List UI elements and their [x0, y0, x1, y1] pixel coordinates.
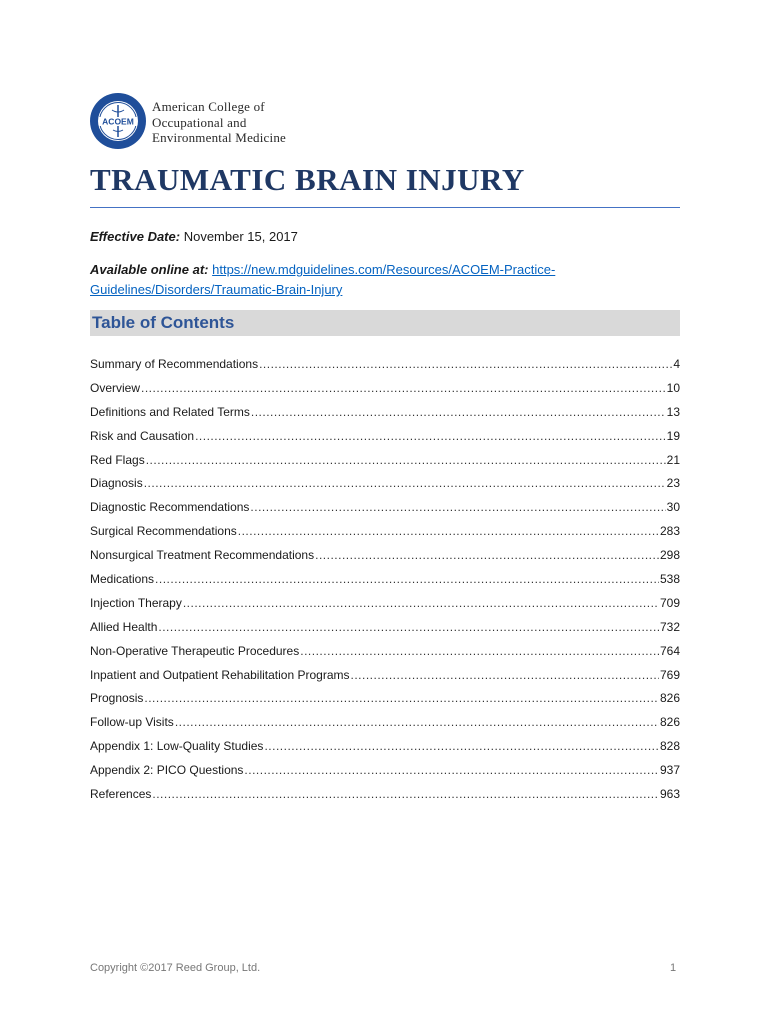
table-of-contents [90, 357, 680, 811]
toc-entry-title: Summary of Recommendations [90, 357, 259, 371]
toc-entry-title: Diagnostic Recommendations [90, 500, 250, 515]
toc-entry[interactable] [90, 548, 680, 572]
toc-entry[interactable] [90, 787, 680, 811]
toc-entry-title: Injection Therapy [90, 595, 182, 610]
toc-entry[interactable] [90, 453, 680, 477]
toc-entry-page: 23 [666, 476, 680, 491]
toc-dot-leader [315, 548, 659, 562]
org-line-3: Environmental Medicine [152, 130, 287, 145]
toc-entry[interactable] [90, 739, 680, 763]
toc-entry-page: 19 [666, 428, 680, 443]
toc-entry-page: 10 [666, 380, 680, 395]
document-title: TRAUMATIC BRAIN INJURY [90, 162, 525, 197]
toc-dot-leader [155, 572, 659, 586]
toc-dot-leader [351, 668, 659, 682]
toc-entry-title: Overview [90, 380, 141, 395]
org-line-2: Occupational and [152, 114, 247, 130]
effective-date [90, 229, 298, 244]
toc-dot-leader [144, 476, 666, 490]
toc-dot-leader [238, 524, 659, 538]
toc-entry-title: Risk and Causation [90, 428, 195, 443]
toc-dot-leader [175, 715, 659, 729]
toc-entry-title: Allied Health [90, 619, 158, 634]
toc-dot-leader [183, 596, 659, 610]
toc-dot-leader [250, 500, 665, 514]
url-line-1: https://new.mdguidelines.com/Resources/ACOEM-Practice- [212, 262, 556, 277]
toc-entry-page: 13 [666, 404, 680, 419]
toc-entry-page: 764 [659, 643, 680, 658]
toc-entry[interactable] [90, 357, 680, 381]
copyright-footer: Copyright ©2017 Reed Group, Ltd. [90, 962, 261, 974]
acoem-seal-logo [89, 92, 147, 150]
toc-entry-title: Nonsurgical Treatment Recommendations [90, 548, 315, 563]
toc-entry[interactable] [90, 500, 680, 524]
toc-heading-bar [90, 310, 680, 336]
title-divider [90, 207, 680, 208]
toc-dot-leader [146, 453, 666, 467]
effective-date-value: November 15, 2017 [183, 229, 298, 244]
toc-entry[interactable] [90, 572, 680, 596]
toc-entry-page: 828 [659, 739, 680, 754]
toc-dot-leader [195, 429, 666, 443]
toc-dot-leader [158, 620, 659, 634]
toc-dot-leader [251, 405, 666, 419]
toc-entry-page: 769 [659, 667, 680, 682]
toc-entry[interactable] [90, 644, 680, 668]
toc-entry-title: References [90, 787, 152, 802]
toc-heading: Table of Contents [92, 313, 235, 332]
toc-entry-page: 283 [659, 524, 680, 539]
toc-entry-page: 21 [666, 452, 680, 467]
toc-entry-title: Definitions and Related Terms [90, 404, 250, 419]
toc-entry[interactable] [90, 763, 680, 787]
toc-entry-page: 826 [659, 715, 680, 730]
toc-entry[interactable] [90, 668, 680, 692]
url-line-2: Guidelines/Disorders/Traumatic-Brain-Injury [90, 282, 343, 297]
toc-entry[interactable] [90, 381, 680, 405]
toc-entry-page: 709 [659, 595, 680, 610]
toc-entry-title: Medications [90, 572, 155, 587]
toc-dot-leader [152, 787, 659, 801]
toc-entry[interactable] [90, 691, 680, 715]
toc-entry[interactable] [90, 620, 680, 644]
available-online-label: Available online at: [90, 262, 209, 277]
toc-entry[interactable] [90, 476, 680, 500]
toc-entry-page: 963 [659, 787, 680, 802]
toc-dot-leader [141, 381, 666, 395]
toc-entry-title: Inpatient and Outpatient Rehabilitation Programs [90, 667, 350, 682]
toc-entry-title: Prognosis [90, 691, 144, 706]
toc-entry-page: 30 [666, 500, 680, 515]
toc-entry[interactable] [90, 429, 680, 453]
organization-name [152, 99, 286, 146]
toc-entry-title: Appendix 1: Low-Quality Studies [90, 739, 264, 754]
toc-entry-title: Surgical Recommendations [90, 524, 237, 539]
toc-dot-leader [300, 644, 659, 658]
toc-dot-leader [264, 739, 659, 753]
page-number: 1 [670, 962, 677, 974]
toc-entry[interactable] [90, 596, 680, 620]
toc-entry-page: 298 [659, 548, 680, 563]
toc-dot-leader [259, 357, 672, 371]
toc-entry[interactable] [90, 715, 680, 739]
toc-entry-page: 4 [673, 357, 680, 371]
available-online [90, 260, 680, 300]
toc-entry-title: Diagnosis [90, 476, 143, 491]
toc-entry[interactable] [90, 405, 680, 429]
toc-entry-page: 732 [659, 619, 680, 634]
org-line-1: American College of [152, 99, 265, 114]
toc-entry-page: 538 [659, 572, 680, 587]
effective-date-label: Effective Date: [90, 229, 181, 244]
toc-entry-title: Follow-up Visits [90, 715, 174, 730]
toc-entry-title: Appendix 2: PICO Questions [90, 763, 244, 778]
toc-entry[interactable] [90, 524, 680, 548]
toc-entry-title: Non-Operative Therapeutic Procedures [90, 643, 300, 658]
toc-entry-page: 937 [659, 763, 680, 778]
toc-dot-leader [144, 691, 659, 705]
toc-dot-leader [244, 763, 659, 777]
logo-text: ACOEM [102, 116, 134, 127]
toc-entry-page: 826 [659, 691, 680, 706]
toc-entry-title: Red Flags [90, 452, 145, 467]
